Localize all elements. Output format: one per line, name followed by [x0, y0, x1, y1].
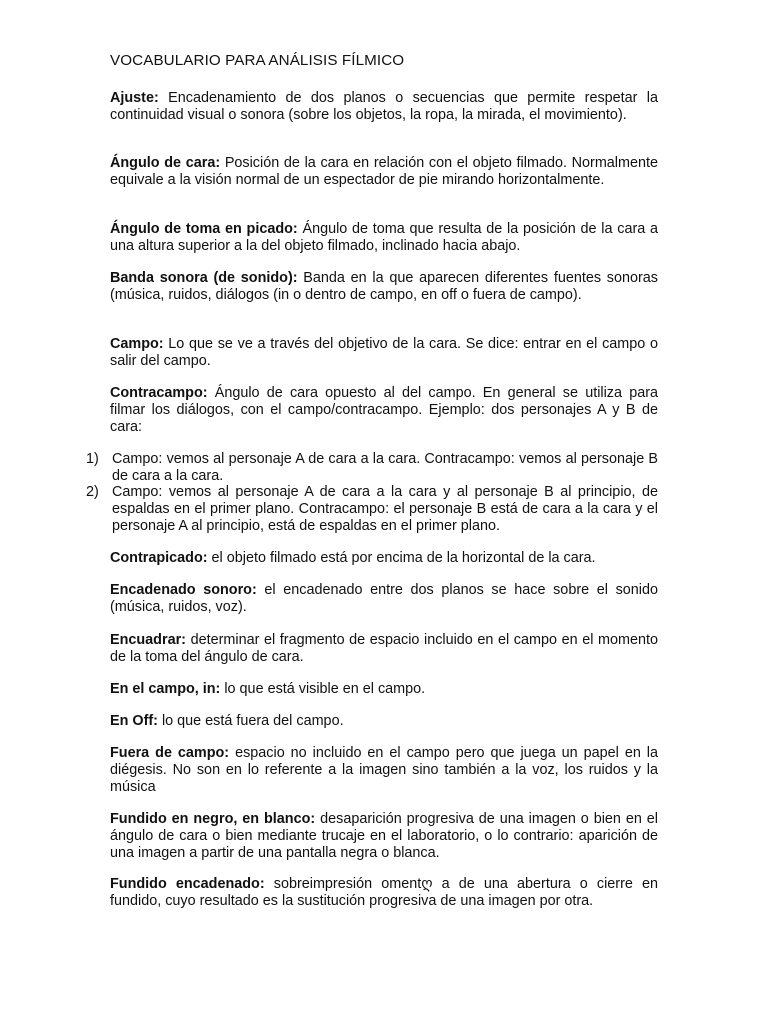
entry-term: Fundido encadenado:: [110, 876, 265, 892]
list-item: [86, 451, 658, 485]
entry-definition: Banda en la que aparecen diferentes fuentes sonoras (música, ruidos, diálogos (in o dentro de campo, en off o fuera de campo).: [110, 270, 658, 303]
entry-term: Encadenado sonoro:: [110, 582, 257, 598]
entry-term: Fuera de campo:: [110, 745, 230, 761]
entry-en-off: [110, 713, 658, 730]
entry-angulo-de-toma-en-picado: [110, 221, 658, 255]
entry-encadenado-sonoro: [110, 582, 658, 616]
entry-definition: Posición de la cara en relación con el objeto filmado. Normalmente equivale a la visión normal de un espectador de pie mirando horizontalmente.: [110, 155, 659, 188]
list-number: 1): [86, 451, 99, 467]
entry-definition: lo que está visible en el campo.: [224, 681, 426, 697]
entry-definition: Ángulo de toma que resulta de la posición de la cara a una altura superior a la del objeto filmado, inclinado hacia abajo.: [110, 221, 659, 254]
entry-term: Campo:: [110, 336, 164, 352]
entry-encuadrar: [110, 632, 658, 666]
entry-definition: Lo que se ve a través del objetivo de la cara. Se dice: entrar en el campo o salir del campo.: [110, 336, 659, 369]
entry-campo: [110, 336, 658, 370]
entry-term: Fundido en negro, en blanco:: [110, 811, 316, 827]
entry-term: Contrapicado:: [110, 550, 208, 566]
document-title: VOCABULARIO PARA ANÁLISIS FÍLMICO: [110, 52, 405, 69]
list-text: Campo: vemos al personaje A de cara a la cara y al personaje B al principio, de espaldas en el primer plano. Contracampo: el personaje B está de cara a la cara y el personaje A al principio, está de espaldas en el primer plano.: [112, 484, 658, 534]
entry-term: Ángulo de toma en picado:: [110, 221, 298, 237]
entry-definition: desaparición progresiva de una imagen o bien en el ángulo de cara o bien mediante trucaje en el laboratorio, o lo contrario: aparición de una imagen a partir de una pantalla negra o blanca.: [110, 811, 659, 861]
entry-fuera-de-campo: [110, 745, 658, 795]
entry-fundido-en-negro: [110, 811, 658, 861]
entry-term: Banda sonora (de sonido):: [110, 270, 298, 286]
entry-definition: el encadenado entre dos planos se hace sobre el sonido (música, ruidos, voz).: [110, 582, 658, 615]
entry-definition: Ángulo de cara opuesto al del campo. En general se utiliza para filmar los diálogos, con el campo/contracampo. Ejemplo: dos personajes A y B de cara:: [110, 385, 658, 435]
entry-definition: espacio no incluido en el campo pero que juega un papel en la diégesis. No son en lo referente a la imagen sino también a la voz, los ruidos y la música: [110, 745, 659, 795]
entry-term: Ángulo de cara:: [110, 155, 221, 171]
entry-contrapicado: [110, 550, 658, 567]
entry-term: En Off:: [110, 713, 158, 729]
entry-term: Ajuste:: [110, 90, 159, 106]
entry-definition: el objeto filmado está por encima de la horizontal de la cara.: [211, 550, 596, 566]
list-item: [86, 484, 658, 534]
list-text: Campo: vemos al personaje A de cara a la cara. Contracampo: vemos al personaje B de cara a la cara.: [112, 451, 658, 484]
list-number: 2): [86, 484, 99, 500]
entry-contracampo: [110, 385, 658, 435]
entry-ajuste: [110, 90, 658, 124]
entry-definition: sobreimpresión omentღ a de una abertura o cierre en fundido, cuyo resultado es la sustitución progresiva de una imagen por otra.: [110, 876, 659, 909]
entry-definition: determinar el fragmento de espacio incluido en el campo en el momento de la toma del ángulo de cara.: [110, 632, 658, 665]
entry-definition: lo que está fuera del campo.: [161, 713, 344, 729]
entry-term: Contracampo:: [110, 385, 208, 401]
entry-fundido-encadenado: [110, 876, 658, 910]
entry-en-el-campo: [110, 681, 658, 698]
entry-definition: Encadenamiento de dos planos o secuencias que permite respetar la continuidad visual o sonora (sobre los objetos, la ropa, la mirada, el movimiento).: [110, 90, 659, 123]
entry-angulo-de-cara: [110, 155, 658, 189]
entry-term: En el campo, in:: [110, 681, 221, 697]
entry-term: Encuadrar:: [110, 632, 186, 648]
entry-banda-sonora: [110, 270, 658, 304]
